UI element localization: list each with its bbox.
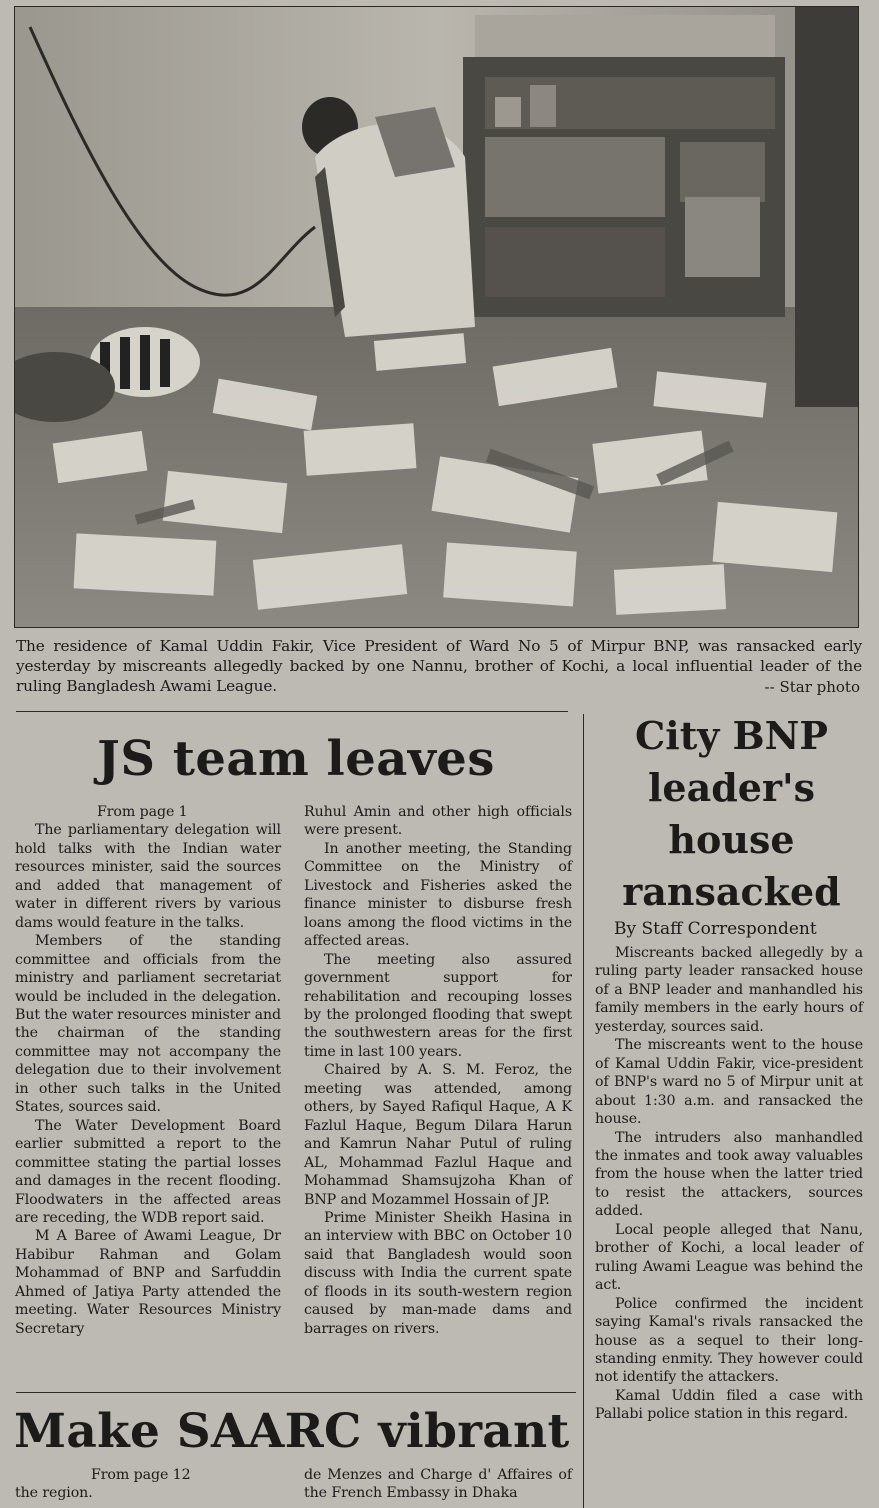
from-page-label: From page 12 <box>91 1467 191 1483</box>
paragraph: M A Baree of Awami League, Dr Habibur Rahman and Golam Mohammad of BNP and Sarfuddin Ahmed of Jatiya Party attended the meeting. Water Resources Ministry Secretary <box>15 1228 281 1337</box>
paragraph: The Water Development Board earlier submitted a report to the committee stating the partial losses and damages in the recent flooding. Floodwaters in the affected areas are receding, the WDB report said. <box>15 1117 281 1226</box>
news-photo <box>14 6 859 628</box>
paragraph: Ruhul Amin and other high officials were present. <box>304 804 572 839</box>
photo-caption: The residence of Kamal Uddin Fakir, Vice President of Ward No 5 of Mirpur BNP, was ransacked early yesterday by miscreants allegedly backed by one Nannu, brother of Kochi, a local influential leader of the ruling Bangladesh Awami League. <box>16 637 862 695</box>
headline-js-team-leaves: JS team leaves <box>97 731 495 787</box>
headline-make-saarc-vibrant: Make SAARC vibrant <box>14 1404 570 1459</box>
from-page-label: From page 1 <box>97 804 188 820</box>
byline: By Staff Correspondent <box>614 919 817 939</box>
paragraph: The parliamentary delegation will hold talks with the Indian water resources minister, said the sources and added that management of water in different rivers by various dams would feature in the talks. <box>15 822 281 931</box>
saarc-column-2 <box>304 1466 572 1503</box>
column-divider <box>583 714 584 1508</box>
paragraph: In another meeting, the Standing Committee on the Ministry of Livestock and Fisheries asked the finance minister to disburse fresh loans among the flood victims in the affected areas. <box>304 840 572 950</box>
paragraph: The intruders also manhandled the inmates and took away valuables from the house when the latter tried to resist the attackers, sources added. <box>595 1129 863 1220</box>
paragraph: de Menzes and Charge d' Affaires of the French Embassy in Dhaka <box>304 1467 572 1502</box>
saarc-column-1 <box>15 1466 281 1503</box>
paragraph: Miscreants backed allegedly by a ruling party leader ransacked house of a BNP leader and manhandled his family members in the early hours of yesterday, sources said. <box>595 945 863 1035</box>
paragraph: Kamal Uddin filed a case with Pallabi police station in this regard. <box>595 1387 863 1423</box>
paragraph: Chaired by A. S. M. Feroz, the meeting was attended, among others, by Sayed Rafiqul Haque, A K Fazlul Haque, Begum Dilara Harun and Kamrun Nahar Putul of ruling AL, Mohammad Fazlul Haque and Mohammad Shamsujzoha Khan of BNP and Mozammel Hossain of JP. <box>304 1062 572 1208</box>
paragraph: Local people alleged that Nanu, brother of Kochi, a local leader of ruling Awami League was behind the act. <box>595 1221 863 1294</box>
js-column-2 <box>304 803 572 1338</box>
headline-city-bnp: City BNP leader's house ransacked <box>622 713 841 914</box>
paragraph: Prime Minister Sheikh Hasina in an interview with BBC on October 10 said that Bangladesh would soon discuss with India the current spate of floods in its south-western region caused by man-made dams and barrages on rivers. <box>304 1209 572 1337</box>
section-divider <box>16 1392 576 1393</box>
paragraph: the region. <box>15 1485 93 1502</box>
newspaper-photo-icon <box>15 7 858 627</box>
js-column-1 <box>15 803 281 1338</box>
paragraph: The meeting also assured government support for rehabilitation and recouping losses by the prolonged flooding that swept the southwestern areas for the first time in last 100 years. <box>304 951 572 1060</box>
paragraph: The miscreants went to the house of Kamal Uddin Fakir, vice-president of BNP's ward no 5 of Mirpur unit at about 1:30 a.m. and ransacked the house. <box>595 1037 863 1128</box>
photo-credit: -- Star photo <box>764 678 860 696</box>
bnp-column <box>595 944 863 1424</box>
caption-divider <box>16 711 568 712</box>
paragraph: Police confirmed the incident saying Kamal's rivals ransacked the house as a sequel to their long-standing enmity. They however could not identify the attackers. <box>595 1295 863 1386</box>
paragraph: Members of the standing committee and officials from the ministry and parliament secretariat would be included in the delegation. But the water resources minister and the chairman of the standing committee may not accompany the delegation due to their involvement in other such talks in the United States, sources said. <box>15 933 281 1116</box>
